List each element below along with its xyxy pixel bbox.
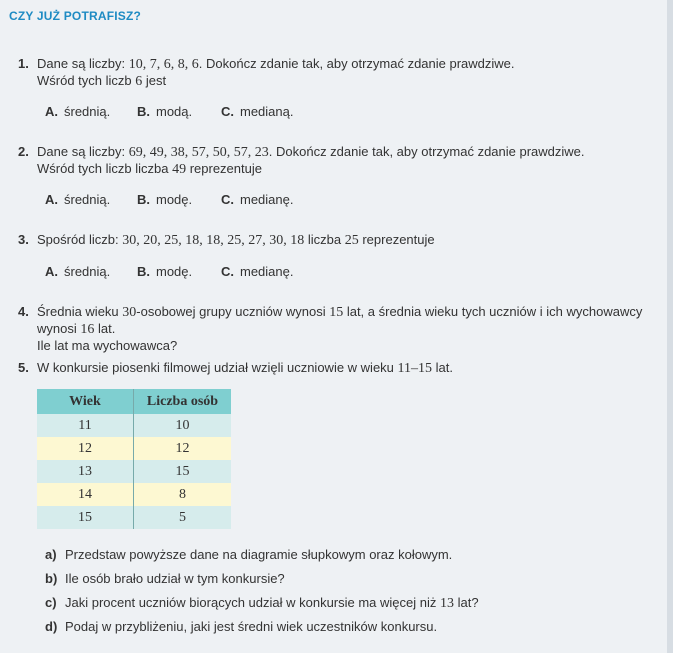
question-1 bbox=[18, 56, 648, 90]
option-letter: B. bbox=[137, 264, 150, 279]
option-letter: A. bbox=[45, 264, 58, 279]
subquestion-text: Ile osób brało udział w tym konkursie? bbox=[65, 571, 285, 586]
option-a[interactable] bbox=[45, 264, 137, 279]
option-letter: C. bbox=[221, 104, 234, 119]
question-text: . Dokończ zdanie tak, aby otrzymać zdanie prawdziwe. bbox=[268, 144, 585, 159]
option-a[interactable] bbox=[45, 104, 137, 119]
question-text: lat, a średnia wieku tych uczniów i ich wychowawcy bbox=[343, 304, 643, 319]
subquestion-letter: c) bbox=[45, 595, 57, 610]
subquestion-letter: d) bbox=[45, 619, 58, 634]
question-text: -osobowej grupy uczniów wynosi bbox=[136, 304, 330, 319]
subquestion-text: lat? bbox=[454, 595, 479, 610]
option-text: modę. bbox=[156, 264, 193, 279]
question-values: 69, 49, 38, 57, 50, 57, 23 bbox=[128, 145, 269, 160]
table-row bbox=[37, 437, 231, 460]
question-text: reprezentuje bbox=[358, 232, 435, 247]
table-cell: 15 bbox=[134, 460, 232, 483]
table-cell: 15 bbox=[37, 506, 134, 529]
option-c[interactable] bbox=[221, 192, 293, 207]
question-text: Średnia wieku bbox=[37, 304, 123, 319]
question-text: Ile lat ma wychowawca? bbox=[37, 338, 178, 353]
question-number: 5. bbox=[18, 360, 29, 375]
table-cell: 14 bbox=[37, 483, 134, 506]
option-letter: B. bbox=[137, 104, 150, 119]
question-number: 2. bbox=[18, 144, 29, 159]
option-text: średnią. bbox=[64, 264, 111, 279]
option-letter: C. bbox=[221, 264, 234, 279]
subquestion-value: 13 bbox=[440, 596, 454, 611]
option-text: średnią. bbox=[64, 192, 111, 207]
age-table bbox=[37, 389, 231, 529]
question-2 bbox=[18, 144, 648, 178]
option-letter: A. bbox=[45, 192, 58, 207]
question-text: Wśród tych liczb bbox=[37, 73, 136, 88]
table-cell: 10 bbox=[134, 414, 232, 437]
question-text: W konkursie piosenki filmowej udział wzięli uczniowie w wieku bbox=[37, 360, 398, 375]
option-letter: B. bbox=[137, 192, 150, 207]
table-cell: 8 bbox=[134, 483, 232, 506]
question-4 bbox=[18, 304, 648, 354]
question-number: 4. bbox=[18, 304, 29, 319]
table-row bbox=[37, 483, 231, 506]
question-number: 3. bbox=[18, 232, 29, 247]
table-cell: 12 bbox=[37, 437, 134, 460]
question-text: jest bbox=[142, 73, 167, 88]
option-b[interactable] bbox=[137, 192, 221, 207]
question-value: 16 bbox=[80, 322, 95, 337]
option-text: średnią. bbox=[64, 104, 111, 119]
option-text: modą. bbox=[156, 104, 193, 119]
subquestion-text: Jaki procent uczniów biorących udział w konkursie ma więcej niż bbox=[65, 595, 440, 610]
option-a[interactable] bbox=[45, 192, 137, 207]
question-value: 49 bbox=[172, 162, 187, 177]
subquestion-text: Podaj w przybliżeniu, jaki jest średni wiek uczestników konkursu. bbox=[65, 619, 438, 634]
table-row bbox=[37, 506, 231, 529]
table-cell: 13 bbox=[37, 460, 134, 483]
question-number: 1. bbox=[18, 56, 29, 71]
question-values: 30, 20, 25, 18, 18, 25, 27, 30, 18 bbox=[122, 233, 305, 248]
question-text: lat. bbox=[432, 360, 453, 375]
option-text: medianą. bbox=[240, 104, 294, 119]
section-title: CZY JUŻ POTRAFISZ? bbox=[9, 9, 142, 23]
question-text: wynosi bbox=[37, 321, 81, 336]
table-cell: 5 bbox=[134, 506, 232, 529]
question-value: 15 bbox=[329, 305, 344, 320]
question-value: 6 bbox=[135, 74, 143, 89]
question-5 bbox=[18, 360, 648, 377]
subquestion-text: Przedstaw powyższe dane na diagramie słupkowym oraz kołowym. bbox=[65, 547, 453, 562]
option-letter: A. bbox=[45, 104, 58, 119]
subquestion-d bbox=[45, 619, 437, 635]
question-text: Dane są liczby: bbox=[37, 56, 129, 71]
table-header: Wiek bbox=[37, 389, 134, 414]
table-cell: 11 bbox=[37, 414, 134, 437]
table-row bbox=[37, 414, 231, 437]
question-text: Dane są liczby: bbox=[37, 144, 129, 159]
question-text: reprezentuje bbox=[186, 161, 262, 176]
question-3 bbox=[18, 232, 648, 249]
question-text: . Dokończ zdanie tak, aby otrzymać zdanie prawdziwe. bbox=[198, 56, 515, 71]
answer-options bbox=[45, 192, 293, 207]
table-header: Liczba osób bbox=[134, 389, 232, 414]
option-b[interactable] bbox=[137, 104, 221, 119]
subquestion-b bbox=[45, 571, 285, 587]
question-value: 25 bbox=[344, 233, 359, 248]
answer-options bbox=[45, 264, 293, 279]
subquestion-letter: b) bbox=[45, 571, 58, 586]
question-text: lat. bbox=[94, 321, 116, 336]
question-value: 30 bbox=[122, 305, 137, 320]
subquestion-c bbox=[45, 595, 479, 612]
question-text: Spośród liczb: bbox=[37, 232, 123, 247]
subquestion-a bbox=[45, 547, 452, 563]
option-text: medianę. bbox=[240, 192, 294, 207]
question-text: Wśród tych liczb liczba bbox=[37, 161, 173, 176]
question-value: 11–15 bbox=[397, 361, 433, 376]
option-text: modę. bbox=[156, 192, 193, 207]
option-b[interactable] bbox=[137, 264, 221, 279]
option-letter: C. bbox=[221, 192, 234, 207]
question-text: liczba bbox=[304, 232, 345, 247]
option-text: medianę. bbox=[240, 264, 294, 279]
table-header-row bbox=[37, 389, 231, 414]
table-cell: 12 bbox=[134, 437, 232, 460]
table-row bbox=[37, 460, 231, 483]
subquestion-letter: a) bbox=[45, 547, 57, 562]
question-values: 10, 7, 6, 8, 6 bbox=[128, 57, 199, 72]
answer-options bbox=[45, 104, 293, 119]
option-c[interactable] bbox=[221, 264, 293, 279]
option-c[interactable] bbox=[221, 104, 293, 119]
